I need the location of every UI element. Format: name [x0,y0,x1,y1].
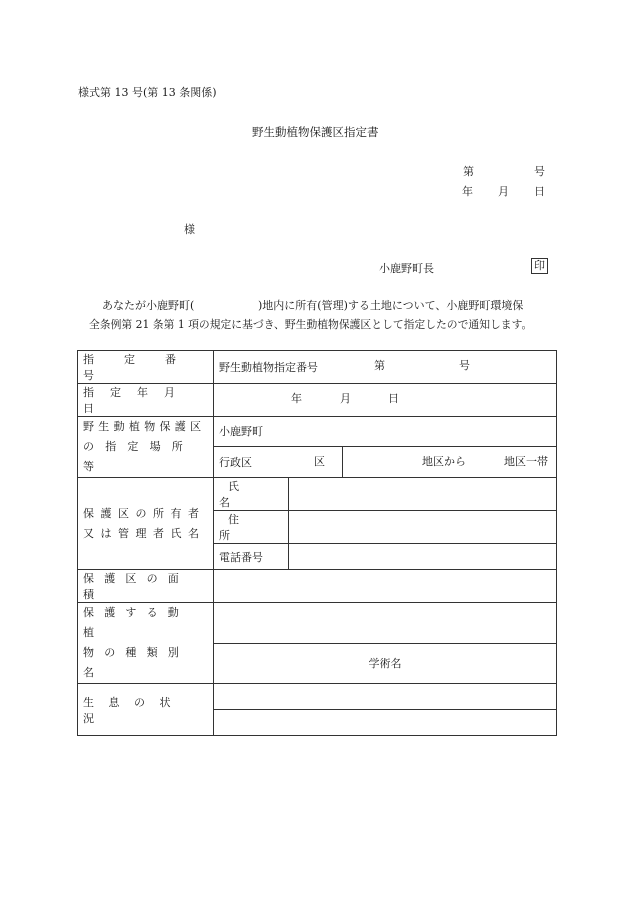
label-line1: 保護する動植 [83,606,189,639]
district-area: 地区一帯 [504,454,548,468]
label-designation-number [78,351,214,384]
issuer-name: 小鹿野町長 [379,262,434,275]
label-designation-date [78,384,214,417]
sublabel-text: 住所 [219,513,257,542]
label-line2: 又は管理者氏名 [83,526,206,540]
value-scientific-name [214,643,557,684]
label-owner [78,478,214,570]
value-owner-phone [289,544,557,570]
designation-number-go: 号 [459,359,470,372]
value-owner-name [289,478,557,511]
label-area [78,570,214,603]
label-text: 保護区の面積 [83,572,189,601]
row-species [78,603,557,644]
seal-mark [531,258,548,274]
designation-table [77,350,557,736]
value-designation-number [214,351,557,384]
label-text: 指定番号 [83,353,206,382]
value-owner-address [289,511,557,544]
label-text: 生息の状況 [83,695,185,725]
date-year-cell: 年 [291,392,302,405]
sublabel-name [214,478,289,511]
label-line2: 物の種類別名 [83,646,189,679]
label-species [78,603,214,684]
value-habitat-1 [214,684,557,710]
label-habitat [78,684,214,736]
row-area [78,570,557,603]
scientific-name-label: 学術名 [368,657,402,671]
value-ward [214,446,343,477]
doc-number-go: 号 [534,165,545,178]
date-year: 年 [462,185,473,198]
town-name: 小鹿野町 [219,425,263,439]
doc-number-dai: 第 [463,165,474,178]
sublabel-address [214,511,289,544]
label-line1: 野生動植物保護区 [83,420,206,433]
ward-suffix: 区 [314,454,325,468]
district-from: 地区から [422,454,466,468]
value-area [214,570,557,603]
value-district [343,446,557,477]
date-day-cell: 日 [388,392,399,405]
row-designation-number [78,351,557,384]
ward-prefix: 行政区 [219,455,252,469]
date-month: 月 [498,185,509,198]
value-designation-date [214,384,557,417]
sublabel-text: 氏名 [219,480,257,509]
designation-number-dai: 第 [374,359,385,372]
row-designation-date [78,384,557,417]
document-title: 野生動植物保護区指定書 [252,125,379,139]
date-day: 日 [534,185,545,198]
label-location [78,417,214,478]
label-line1: 保護区の所有者 [83,506,206,520]
row-owner-name [78,478,557,511]
label-text: 指定年月日 [83,386,191,415]
date-month-cell: 月 [340,392,351,405]
row-habitat [78,684,557,710]
addressee-suffix: 様 [184,223,195,236]
body-line2: 全条例第 21 条第 1 項の規定に基づき、野生動植物保護区として指定したので通知します。 [89,318,533,331]
value-species-name [214,603,557,644]
sublabel-text: 電話番号 [219,550,263,564]
body-line1-end: )地内に所有(管理)する土地について、小鹿野町環境保 [258,299,524,312]
designation-number-prefix: 野生動植物指定番号 [219,361,318,374]
label-line2: の指定場所等 [83,440,194,473]
sublabel-phone [214,544,289,570]
body-line1-start: あなたが小鹿野町( [102,299,195,312]
row-location-town [78,417,557,447]
seal-stamp: 印 [531,258,548,274]
value-habitat-2 [214,710,557,736]
form-number: 様式第 13 号(第 13 条関係) [78,86,217,99]
value-location-town [214,417,557,447]
